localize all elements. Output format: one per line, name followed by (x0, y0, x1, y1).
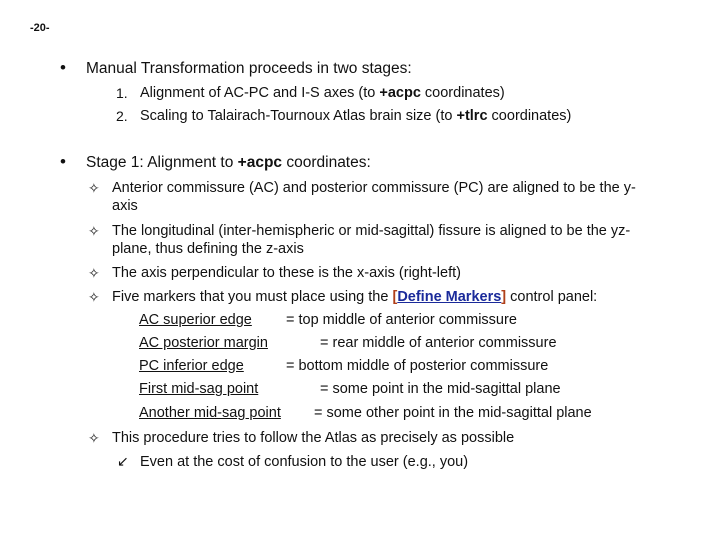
item-text-post: control panel: (506, 289, 598, 305)
stage-number: 2. (116, 108, 128, 124)
marker-first-mid-sag-point (139, 381, 258, 397)
bracket-open: [ (392, 289, 398, 305)
diamond-bullet-icon: ✧ (88, 430, 100, 446)
stage-text-pre: Scaling to Talairach-Tournoux Atlas brain size (to (140, 108, 457, 124)
bullet-stage-1 (86, 154, 371, 172)
item-line: The longitudinal (inter-hemispheric or mid-sagittal) fissure is aligned to be the yz- (112, 223, 631, 239)
sub-item-confusion: Even at the cost of confusion to the user (e.g., you) (140, 454, 469, 470)
stage-text-bold: +tlrc (456, 108, 488, 124)
marker-pc-inferior-edge (139, 358, 244, 374)
marker-name: First mid-sag point (139, 381, 259, 397)
item-atlas-procedure: This procedure tries to follow the Atlas as precisely as possible (112, 430, 515, 446)
bracket-close: ] (501, 289, 507, 305)
define-markers-link[interactable]: Define Markers (397, 289, 502, 305)
item-fissure-alignment (112, 222, 630, 258)
item-five-markers (112, 288, 597, 306)
bullet-marker: • (60, 152, 66, 171)
marker-name: PC inferior edge (139, 358, 244, 374)
diamond-bullet-icon: ✧ (88, 265, 100, 281)
marker-name: AC posterior margin (139, 335, 268, 351)
bullet-text-bold: +acpc (237, 154, 283, 171)
item-line: axis (112, 198, 138, 214)
bullet-text-pre: Stage 1: Alignment to (86, 154, 238, 171)
marker-desc: = top middle of anterior commissure (286, 312, 517, 328)
diamond-bullet-icon: ✧ (88, 180, 100, 196)
item-text-pre: Five markers that you must place using the (112, 289, 393, 305)
stage-text-pre: Alignment of AC-PC and I-S axes (to (140, 85, 380, 101)
stage-text-post: coordinates) (487, 108, 572, 124)
item-ac-pc-alignment (112, 179, 636, 215)
item-line: Anterior commissure (AC) and posterior commissure (PC) are aligned to be the y- (112, 180, 636, 196)
marker-ac-superior-edge (139, 312, 252, 328)
marker-name: AC superior edge (139, 312, 252, 328)
marker-desc: = bottom middle of posterior commissure (286, 358, 549, 374)
arrow-bullet-icon: ↙ (117, 453, 129, 469)
stage-2-text (140, 108, 571, 124)
stage-text-bold: +acpc (379, 85, 421, 101)
item-line: plane, thus defining the z-axis (112, 241, 304, 257)
stage-number: 1. (116, 85, 128, 101)
marker-desc: = rear middle of anterior commissure (320, 335, 557, 351)
marker-ac-posterior-margin (139, 335, 268, 351)
marker-another-mid-sag-point (139, 405, 281, 421)
bullet-manual-transformation: Manual Transformation proceeds in two stages: (86, 60, 412, 77)
item-x-axis: The axis perpendicular to these is the x-axis (right-left) (112, 265, 461, 281)
marker-desc: = some point in the mid-sagittal plane (320, 381, 561, 397)
diamond-bullet-icon: ✧ (88, 289, 100, 305)
marker-desc: = some other point in the mid-sagittal plane (314, 405, 592, 421)
page-number: -20- (30, 22, 50, 34)
stage-1-text (140, 85, 505, 101)
bullet-text-post: coordinates: (282, 154, 371, 171)
bullet-marker: • (60, 58, 66, 77)
diamond-bullet-icon: ✧ (88, 223, 100, 239)
stage-text-post: coordinates) (420, 85, 505, 101)
marker-name: Another mid-sag point (139, 405, 281, 421)
